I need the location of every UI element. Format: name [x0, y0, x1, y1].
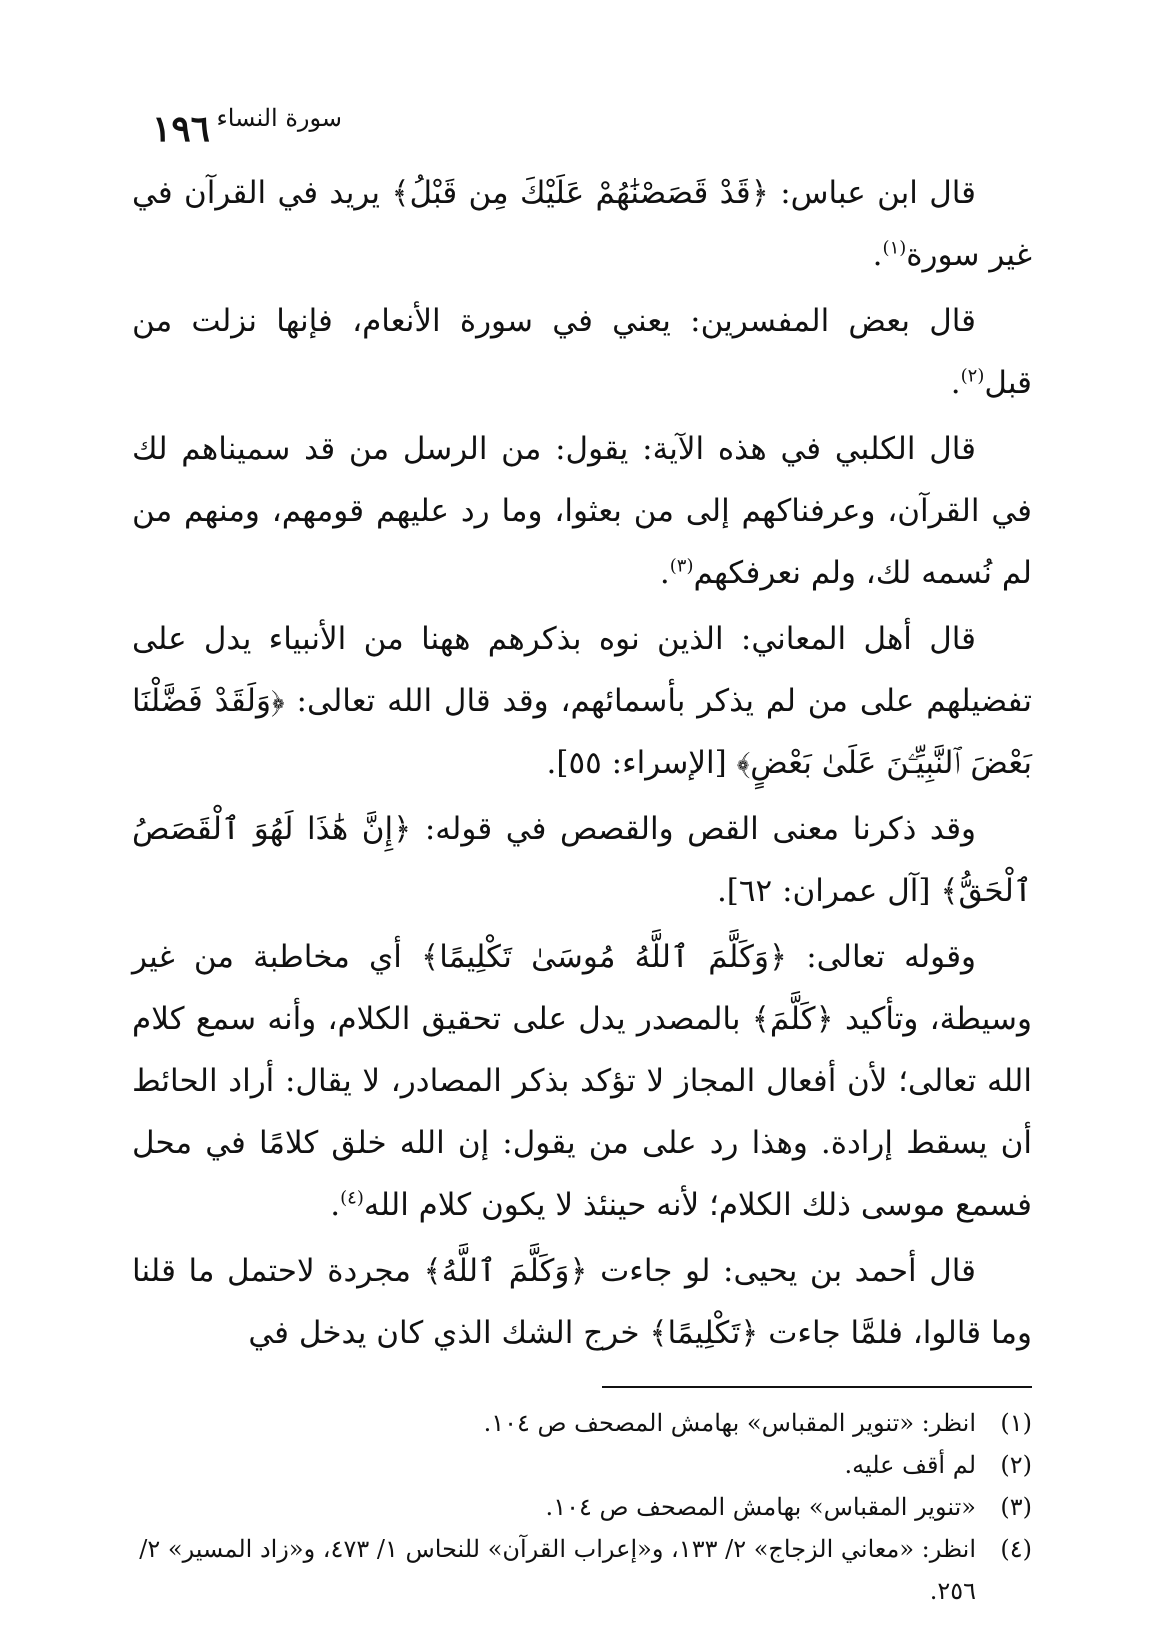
footnote — [132, 1486, 1032, 1528]
paragraph: وقوله تعالى: ﴿وَكَلَّمَ ٱللَّهُ مُوسَىٰ تَكْلِيمًا﴾ أي مخاطبة من غير وسيطة، وتأكيد ﴿كَلَّمَ﴾ بالمصدر يدل على تحقيق الكلام، وأنه سمع كلام الله تعالى؛ لأن أفعال المجاز لا تؤكد بذكر المصادر، لا يقال: أراد الحائط أن يسقط إرادة. وهذا رد على من يقول: إن الله خلق كلامًا في محل فسمع موسى ذلك الكلام؛ لأنه حينئذ لا يكون كلام الله$^{(٤)}$. — [132, 939, 1032, 1223]
main-text — [132, 162, 1032, 1364]
footnotes — [132, 1402, 1032, 1612]
footnote-number: (٤) — [1000, 1535, 1032, 1563]
footnote-text: لم أقف عليه. — [844, 1451, 976, 1479]
paragraph: وقد ذكرنا معنى القص والقصص في قوله: ﴿إِنَّ هَٰذَا لَهُوَ ٱلْقَصَصُ ٱلْحَقُّ﴾ [آل عمران: ٦٢]. — [132, 811, 1032, 909]
footnote-marker: (٢) — [960, 365, 985, 387]
footnote-text: انظر: «معاني الزجاج» ٢/ ١٣٣، و«إعراب القرآن» للنحاس ١/ ٤٧٣، و«زاد المسير» ٢/ ٢٥٦. — [139, 1535, 976, 1605]
footnote — [132, 1402, 1032, 1444]
surah-title: سورة النساء — [216, 104, 342, 132]
footnote-number: (٢) — [1000, 1451, 1032, 1479]
paragraph: قال أهل المعاني: الذين نوه بذكرهم ههنا من الأنبياء يدل على تفضيلهم على من لم يذكر بأسمائهم، وقد قال الله تعالى: ﴿وَلَقَدْ فَضَّلْنَا بَعْضَ ٱلنَّبِيِّـۧنَ عَلَىٰ بَعْضٍ﴾ [الإسراء: ٥٥]. — [132, 621, 1032, 781]
paragraph: قال أحمد بن يحيى: لو جاءت ﴿وَكَلَّمَ ٱللَّهُ﴾ مجردة لاحتمل ما قلنا وما قالوا، فلمَّا جاءت ﴿تَكْلِيمًا﴾ خرج الشك الذي كان يدخل في — [132, 1253, 1032, 1351]
footnote-marker: (٣) — [669, 555, 694, 577]
footnote-text: «تنوير المقباس» بهامش المصحف ص ١٠٤. — [545, 1493, 976, 1521]
footnote — [132, 1528, 1032, 1612]
footnote-number: (١) — [1000, 1409, 1032, 1437]
page — [132, 92, 1032, 1612]
footnote-marker: (٤) — [340, 1187, 364, 1209]
footnote — [132, 1444, 1032, 1486]
footnote-number: (٣) — [1000, 1493, 1032, 1521]
paragraph: قال ابن عباس: ﴿قَدْ قَصَصْنَٰهُمْ عَلَيْكَ مِن قَبْلُ﴾ يريد في القرآن في غير سورة$^{(١)}$. — [132, 175, 1032, 273]
paragraph: قال بعض المفسرين: يعني في سورة الأنعام، فإنها نزلت من قبل$^{(٢)}$. — [132, 303, 1032, 401]
footnote-text: انظر: «تنوير المقباس» بهامش المصحف ص ١٠٤. — [483, 1409, 976, 1437]
footnote-divider — [602, 1386, 1032, 1388]
footnote-marker: (١) — [882, 237, 907, 259]
running-header — [132, 92, 1032, 148]
paragraph: قال الكلبي في هذه الآية: يقول: من الرسل من قد سميناهم لك في القرآن، وعرفناكهم إلى من بعثوا، وما رد عليهم قومهم، ومنهم من لم نُسمه لك، ولم نعرفكهم$^{(٣)}$. — [132, 431, 1032, 591]
page-number: ١٩٦ — [152, 108, 211, 150]
